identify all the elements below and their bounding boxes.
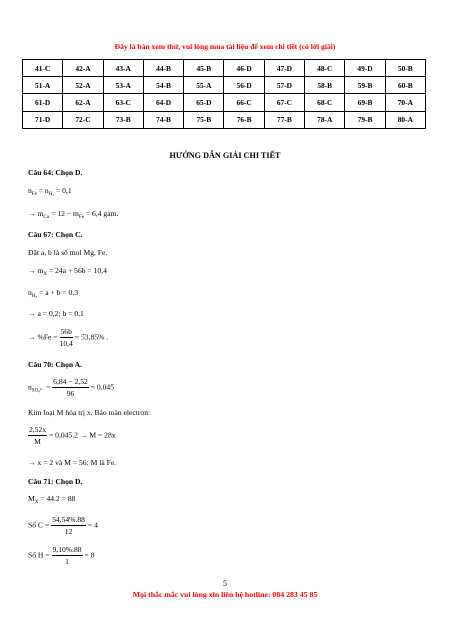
answer-cell: 76-B — [224, 111, 264, 128]
answer-row — [23, 111, 426, 128]
answer-cell: 78-A — [305, 111, 345, 128]
q70-line-1: $n_{SO_4^{2-}}$ = $\frac{6,84 - 2,52}{96}$ = 0,045 — [28, 377, 115, 398]
q64-line-2: → $m_{Cu} = 12 - m_{Fe} = 6,4$ gam. — [28, 209, 119, 220]
page-number: 5 — [223, 579, 227, 588]
answer-cell: 67-C — [264, 94, 304, 111]
q71-title: Câu 71: Chọn D. — [28, 477, 83, 486]
q70-title: Câu 70: Chọn A. — [28, 360, 83, 369]
answer-cell: 73-B — [103, 111, 143, 128]
fraction: $\frac{56b}{10,4}$ — [59, 327, 73, 348]
answer-cell: 55-A — [184, 77, 224, 94]
answer-cell: 44-B — [143, 60, 183, 77]
answer-cell: 64-D — [143, 94, 183, 111]
answer-cell: 43-A — [103, 60, 143, 77]
solution-heading: HƯỚNG DẪN GIẢI CHI TIẾT — [169, 151, 281, 160]
answer-cell: 52-A — [63, 77, 103, 94]
q70-intro: Kim loại M hóa trị x. Bảo toàn electron: — [28, 408, 151, 417]
answer-row — [23, 60, 426, 77]
q70-line-3: → x = 2 và M = 56: M là Fe. — [28, 458, 117, 467]
answer-cell: 58-B — [305, 77, 345, 94]
q71-line-2: Số C = $\frac{54,54\%.88}{12}$ = 4 — [28, 515, 98, 536]
answer-cell: 72-C — [63, 111, 103, 128]
q67-line-3: → a = 0,2; b = 0,1 — [28, 309, 84, 318]
footer-notice: Mọi thắc mắc vui lòng xin liên hệ hotline: 084 283 45 85 — [132, 590, 318, 599]
answer-table — [22, 59, 426, 129]
q71-line-1: $M_X = 44.2 = 88$ — [28, 494, 76, 505]
fraction: $\frac{54,54\%.88}{12}$ — [52, 515, 85, 536]
answer-cell: 77-B — [264, 111, 304, 128]
answer-cell: 48-C — [305, 60, 345, 77]
answer-cell: 50-B — [385, 60, 425, 77]
answer-cell: 57-D — [264, 77, 304, 94]
answer-cell: 63-C — [103, 94, 143, 111]
answer-cell: 66-C — [224, 94, 264, 111]
q67-title: Câu 67: Chọn C. — [28, 230, 83, 239]
answer-cell: 53-A — [103, 77, 143, 94]
header-notice: Đây là bản xem thử, vui lòng mua tài liệu để xem chi tiết (có lời giải) — [114, 42, 336, 51]
answer-cell: 69-B — [345, 94, 385, 111]
q67-line-4: → %Fe = $\frac{56b}{10,4}$ = 53,85% . — [28, 327, 109, 348]
fraction: $\frac{2,52x}{M}$ — [29, 425, 47, 446]
answer-cell: 65-D — [184, 94, 224, 111]
answer-cell: 47-D — [264, 60, 304, 77]
q67-line-1: → $m_X = 24a + 56b = 10,4$ — [28, 266, 107, 277]
answer-cell: 42-A — [63, 60, 103, 77]
answer-cell: 75-B — [184, 111, 224, 128]
answer-cell: 61-D — [23, 94, 63, 111]
answer-cell: 59-B — [345, 77, 385, 94]
answer-cell: 79-B — [345, 111, 385, 128]
answer-cell: 45-B — [184, 60, 224, 77]
q70-line-2: $\frac{2,52x}{M}$ = 0,045.2 → M = 28x — [29, 425, 116, 446]
q64-title: Câu 64: Chọn D. — [28, 168, 83, 177]
answer-cell: 41-C — [23, 60, 63, 77]
answer-cell: 49-D — [345, 60, 385, 77]
answer-cell: 62-A — [63, 94, 103, 111]
answer-cell: 56-D — [224, 77, 264, 94]
answer-cell: 54-B — [143, 77, 183, 94]
answer-cell: 80-A — [385, 111, 425, 128]
fraction: $\frac{9,10\%.88}{1}$ — [52, 545, 82, 566]
answer-cell: 74-B — [143, 111, 183, 128]
answer-cell: 68-C — [305, 94, 345, 111]
answer-cell: 60-B — [385, 77, 425, 94]
answer-cell: 51-A — [23, 77, 63, 94]
q67-line-2: $n_{H_2} = a + b = 0,3$ — [28, 288, 79, 299]
q64-line-1: $n_{Fe} = n_{H_2} = 0,1$ — [28, 186, 72, 197]
answer-cell: 70-A — [385, 94, 425, 111]
q71-line-3: Số H = $\frac{9,10\%.88}{1}$ = 8 — [28, 545, 95, 566]
q67-intro: Đặt a, b là số mol Mg, Fe. — [28, 248, 108, 257]
answer-cell: 71-D — [23, 111, 63, 128]
answer-row — [23, 77, 426, 94]
fraction: $\frac{6,84 - 2,52}{96}$ — [53, 377, 88, 398]
answer-row — [23, 94, 426, 111]
answer-cell: 46-D — [224, 60, 264, 77]
